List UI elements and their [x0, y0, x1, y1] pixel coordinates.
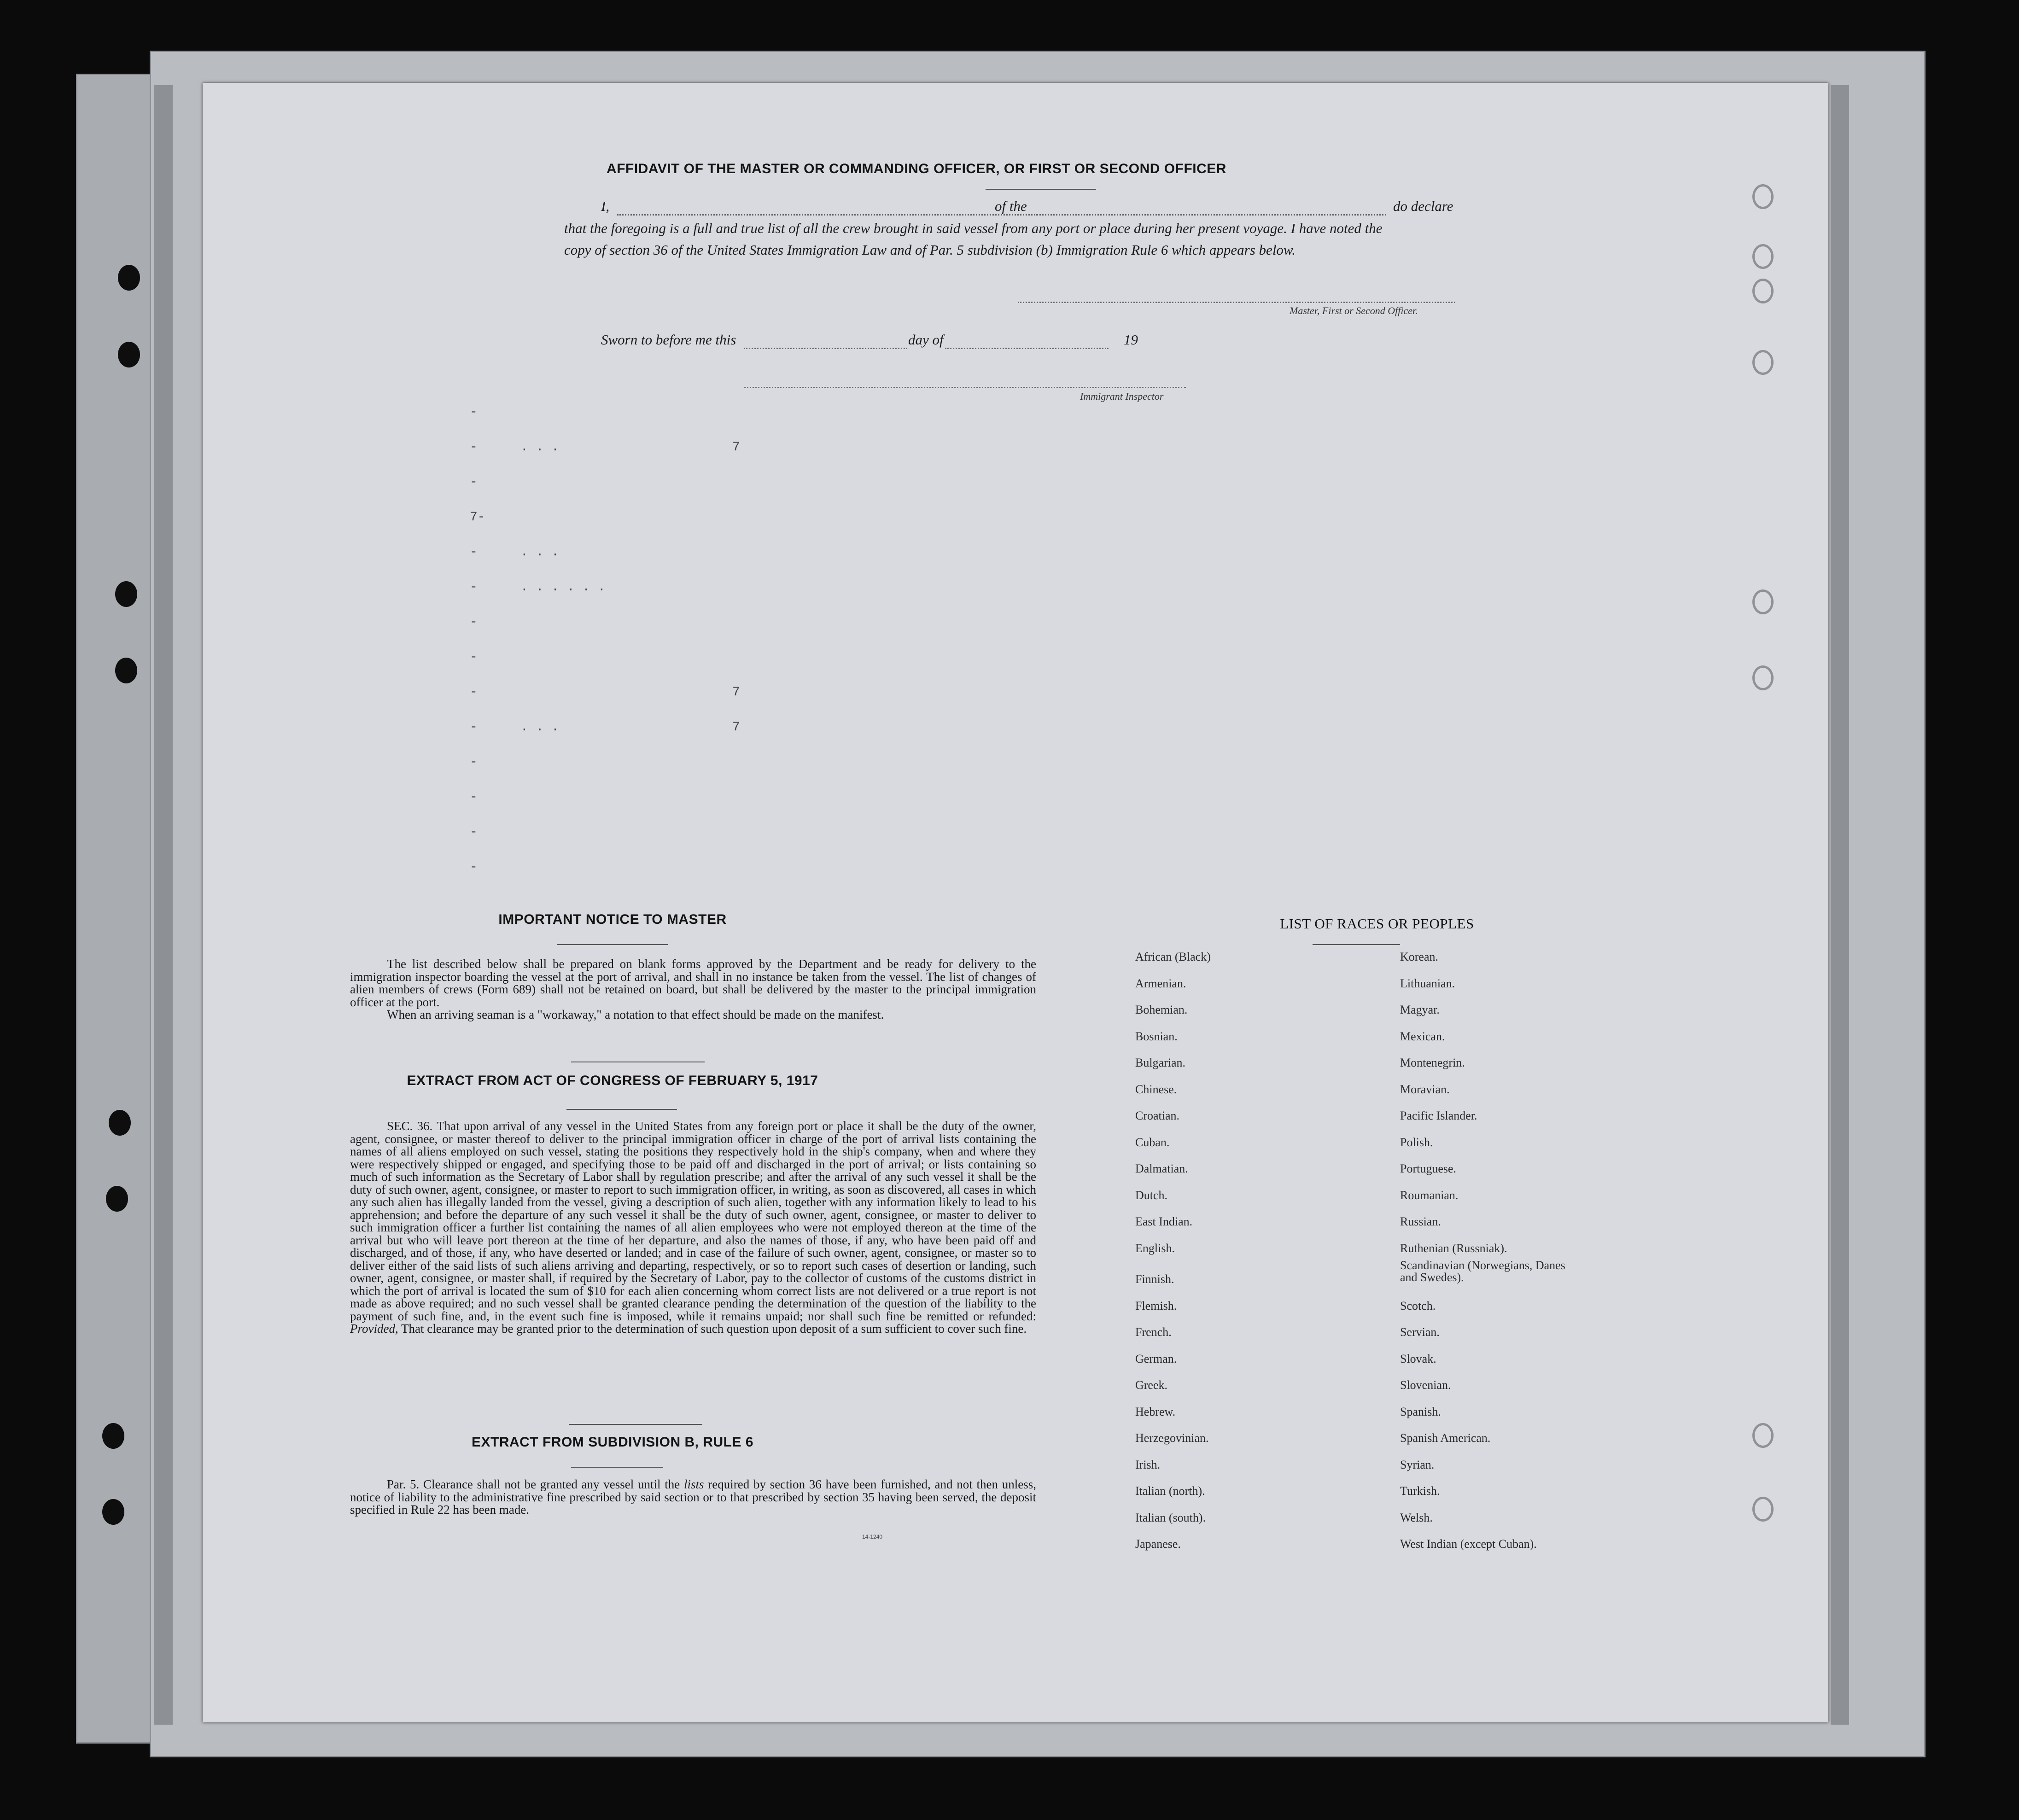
master-signature-blank[interactable] — [1018, 302, 1455, 303]
bleed-mark: . . . — [520, 440, 560, 455]
race-item: Russian. — [1400, 1215, 1441, 1228]
race-item: Slovak. — [1400, 1352, 1436, 1365]
binder-hole — [102, 1499, 124, 1525]
bleed-mark: - — [470, 685, 478, 700]
notice-body — [350, 958, 1036, 1021]
binder-hole — [115, 658, 137, 683]
master-caption: Master, First or Second Officer. — [1290, 305, 1418, 316]
extract-rule-text-b: required by section 36 have been furnished, and not then unless, notice of liability to the administrative fine prescribed by said section or to that prescribed by section 35 having been served, the deposit specified in Rule 22 has been made. — [350, 1477, 1036, 1517]
race-item: Greek. — [1135, 1378, 1168, 1392]
form-code: 14-1240 — [862, 1534, 883, 1540]
race-item: Roumanian. — [1400, 1188, 1459, 1202]
ring-hole — [1752, 665, 1774, 690]
race-item: Cuban. — [1135, 1135, 1170, 1149]
bleed-mark: . . . . . . — [520, 580, 606, 595]
race-item: Pacific Islander. — [1400, 1109, 1477, 1122]
bleed-mark: 7 — [732, 440, 740, 455]
bleed-mark: - — [470, 790, 478, 805]
notice-underline — [557, 944, 668, 945]
race-item: German. — [1135, 1352, 1177, 1365]
race-item: Montenegrin. — [1400, 1056, 1465, 1069]
race-item: Bosnian. — [1135, 1029, 1178, 1043]
binder-hole — [118, 342, 140, 368]
race-item: Portuguese. — [1400, 1162, 1457, 1175]
race-item: Italian (south). — [1135, 1511, 1206, 1524]
extract-act-underline — [566, 1109, 677, 1110]
binder-hole — [106, 1186, 128, 1212]
binder-hole — [102, 1423, 124, 1449]
race-item: Scotch. — [1400, 1299, 1436, 1312]
race-item: Scandinavian (Norwegians, Danes and Swedes). — [1400, 1259, 1565, 1284]
extract-act-title: EXTRACT FROM ACT OF CONGRESS OF FEBRUARY 5, 1917 — [407, 1073, 818, 1088]
ring-hole — [1752, 589, 1774, 614]
races-underline — [1313, 944, 1400, 945]
race-item: Spanish. — [1400, 1405, 1441, 1418]
race-item: Flemish. — [1135, 1299, 1177, 1312]
bleed-mark: - — [470, 405, 478, 420]
extract-act-body — [350, 1120, 1036, 1336]
extract-act-text-end: That clearance may be granted prior to the determination of such question upon deposit of a sum sufficient to cover such fine. — [398, 1322, 1027, 1336]
race-item: Dutch. — [1135, 1188, 1168, 1202]
section-divider-2 — [569, 1424, 702, 1425]
bleed-mark: - — [470, 615, 478, 630]
bleed-mark: 7 — [732, 720, 740, 735]
notice-title: IMPORTANT NOTICE TO MASTER — [498, 912, 727, 927]
bleed-mark: . . . — [520, 545, 560, 560]
race-item: Armenian. — [1135, 976, 1186, 990]
binder-hole — [115, 581, 137, 607]
bleed-mark: - — [470, 720, 478, 735]
section-number: SEC. 36. — [387, 1119, 433, 1133]
binder-hole — [109, 1110, 131, 1136]
race-item: Croatian. — [1135, 1109, 1180, 1122]
ring-hole — [1752, 244, 1774, 269]
title-underline — [986, 189, 1096, 190]
race-item: Polish. — [1400, 1135, 1433, 1149]
race-item: Bohemian. — [1135, 1003, 1188, 1016]
race-item: Slovenian. — [1400, 1378, 1451, 1392]
race-item: Hebrew. — [1135, 1405, 1176, 1418]
race-item: Korean. — [1400, 950, 1439, 963]
bleed-mark: - — [470, 825, 478, 840]
extract-rule-text-a: Par. 5. Clearance shall not be granted any vessel until the — [387, 1477, 684, 1491]
form-page — [203, 83, 1828, 1722]
race-item: Spanish American. — [1400, 1431, 1491, 1445]
race-item: Moravian. — [1400, 1082, 1450, 1096]
race-item: Finnish. — [1135, 1272, 1174, 1286]
race-item: West Indian (except Cuban). — [1400, 1537, 1537, 1551]
race-item: Japanese. — [1135, 1537, 1181, 1551]
lists-word: lists — [683, 1477, 704, 1491]
race-item: English. — [1135, 1241, 1175, 1255]
affidavit-title: AFFIDAVIT OF THE MASTER OR COMMANDING OFFICER, OR FIRST OR SECOND OFFICER — [607, 161, 1226, 176]
binder-hole — [118, 265, 140, 291]
race-item: Chinese. — [1135, 1082, 1177, 1096]
sworn-month-blank[interactable] — [945, 348, 1109, 349]
race-item: African (Black) — [1135, 950, 1211, 963]
year-prefix: 19 — [1124, 332, 1138, 348]
vessel-blank[interactable] — [1036, 214, 1386, 216]
race-item: Dalmatian. — [1135, 1162, 1188, 1175]
race-item: Ruthenian (Russniak). — [1400, 1241, 1507, 1255]
affidavit-line1-i: I, — [601, 198, 610, 214]
race-item: Magyar. — [1400, 1003, 1440, 1016]
ring-hole — [1752, 184, 1774, 209]
race-item: Syrian. — [1400, 1458, 1435, 1471]
provided-word: Provided, — [350, 1322, 398, 1336]
affidavit-line3: copy of section 36 of the United States Immigration Law and of Par. 5 subdivision (b) Immigration Rule 6 which appears below. — [564, 242, 1296, 258]
race-item: Irish. — [1135, 1458, 1161, 1471]
binding-stripe-left — [154, 85, 173, 1725]
bleed-mark: - — [470, 580, 478, 595]
race-item: French. — [1135, 1325, 1172, 1339]
race-item: Italian (north). — [1135, 1484, 1205, 1498]
race-item: Bulgarian. — [1135, 1056, 1186, 1069]
binding-stripe-right — [1831, 85, 1849, 1725]
bleed-mark: - — [470, 440, 478, 455]
bleed-mark: - — [470, 650, 478, 665]
day-of-text: day of — [908, 332, 944, 348]
extract-act-text: That upon arrival of any vessel in the United States from any foreign port or place it shall be the duty of the owner, agent, consignee, or master thereof to deliver to the principal immigration officer in charge of the port of arrival lists containing the names of all aliens employed on such vessel, stating the positions they respectively hold in the ship's company, when and where they were respectively shipped or engaged, and specifying those to be paid off and discharged in the port of arrival; or lists containing so much of such information as the Secretary of Labor shall by regulation prescribe; and after the arrival of any such vessel it shall be the duty of such owner, agent, consignee, or master to report to such immigration officer, in writing, as soon as discovered, all cases in which any such alien has illegally landed from the vessel, giving a description of such alien, together with any information likely to lead to his apprehension; and before the departure of any such vessel it shall be the duty of such owner, agent, consignee, or master to deliver to such immigration officer a further list containing the names of all alien employees who were not employed thereon at the time of the arrival but who will leave port thereon at the time of her departure, and also the names of those, if any, who have been paid off and discharged, and of those, if any, who have deserted or landed; and in case of the failure of such owner, agent, consignee, or master so to deliver either of the said lists of such aliens arriving and departing, respectively, or so to report such cases of desertion or landing, such owner, agent, consignee, or master shall, if required by the Secretary of Labor, pay to the collector of customs of the customs district in which the port of arrival is located the sum of $10 for each alien concerning whom correct lists are not delivered or a true report is not made as above required; and no such vessel shall be granted clearance pending the determination of the question of the liability to the payment of such fine, and, in the event such fine is imposed, while it remains unpaid; nor shall such fine be remitted or refunded: — [350, 1119, 1036, 1323]
extract-rule-title: EXTRACT FROM SUBDIVISION B, RULE 6 — [471, 1435, 754, 1450]
notice-para-1: The list described below shall be prepared on blank forms approved by the Department and be ready for delivery to the immigration inspector boarding the vessel at the port of arrival, and shall in no instance be taken from the vessel. The list of changes of alien members of crews (Form 689) shall not be retained on board, but shall be delivered by the master to the principal immigration officer at the port. — [350, 957, 1036, 1009]
race-item: Mexican. — [1400, 1029, 1445, 1043]
race-item: Turkish. — [1400, 1484, 1440, 1498]
bleed-mark: 7 — [732, 685, 740, 700]
bleed-mark: - — [470, 545, 478, 560]
inspector-signature-blank[interactable] — [744, 387, 1186, 388]
extract-rule-body — [350, 1478, 1036, 1517]
inspector-caption: Immigrant Inspector — [1080, 391, 1164, 402]
affidavit-line2: that the foregoing is a full and true list of all the crew brought in said vessel from any port or place during her present voyage. I have noted the — [564, 220, 1383, 236]
bleed-mark: 7- — [470, 510, 485, 525]
bleed-mark: - — [470, 755, 478, 770]
sworn-day-blank[interactable] — [744, 348, 907, 349]
ring-hole — [1752, 279, 1774, 303]
affidavit-line1-declare: do declare — [1393, 198, 1453, 214]
extract-rule-underline — [571, 1467, 663, 1468]
bleed-mark: - — [470, 475, 478, 490]
ring-hole — [1752, 350, 1774, 375]
race-item: Welsh. — [1400, 1511, 1433, 1524]
affidavit-line1-of: of the — [995, 198, 1027, 214]
notice-para-2: When an arriving seaman is a "workaway," a notation to that effect should be made on the manifest. — [387, 1008, 884, 1021]
bleed-mark: - — [470, 860, 478, 875]
race-item: Servian. — [1400, 1325, 1440, 1339]
race-item: East Indian. — [1135, 1215, 1193, 1228]
bleed-mark: . . . — [520, 720, 560, 735]
race-item: Lithuanian. — [1400, 976, 1455, 990]
race-item: Herzegovinian. — [1135, 1431, 1209, 1445]
ring-hole — [1752, 1423, 1774, 1448]
ring-hole — [1752, 1497, 1774, 1522]
sworn-text: Sworn to before me this — [601, 332, 736, 348]
races-title: LIST OF RACES OR PEOPLES — [1280, 916, 1474, 932]
